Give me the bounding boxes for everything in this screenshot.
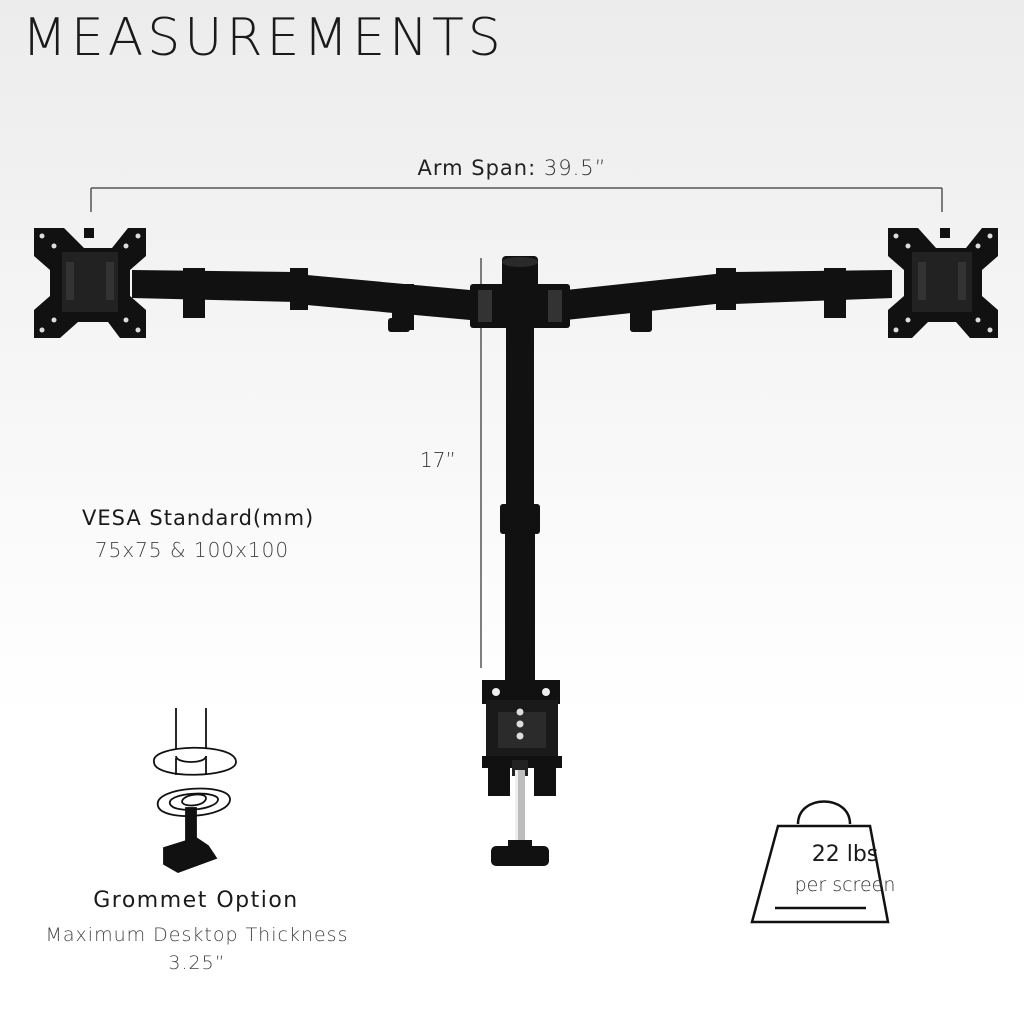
central-hub xyxy=(470,256,570,328)
left-vesa-plate xyxy=(34,228,146,338)
pole xyxy=(500,326,540,684)
vesa-title: VESA Standard(mm) xyxy=(82,506,315,530)
grommet-subtitle: Maximum Desktop Thickness xyxy=(45,924,349,946)
arm-span-label xyxy=(0,156,1024,180)
page-title: MEASUREMENTS xyxy=(22,8,505,68)
arm-span-dimension-line xyxy=(91,188,942,212)
left-arm xyxy=(132,268,470,332)
right-vesa-plate xyxy=(888,228,998,338)
arm-span-label-text: Arm Span: xyxy=(417,156,537,180)
arm-span-value: 39.5” xyxy=(543,156,607,180)
right-arm xyxy=(566,268,892,332)
weight-value: 22 lbs xyxy=(811,842,879,867)
pole-height-value: 17” xyxy=(420,448,456,472)
weight-unit: per screen xyxy=(794,874,896,896)
vesa-value: 75x75 & 100x100 xyxy=(94,538,290,562)
grommet-title: Grommet Option xyxy=(93,888,299,913)
desk-clamp xyxy=(482,680,562,866)
grommet-illustration xyxy=(154,708,236,872)
grommet-value: 3.25” xyxy=(168,952,226,974)
